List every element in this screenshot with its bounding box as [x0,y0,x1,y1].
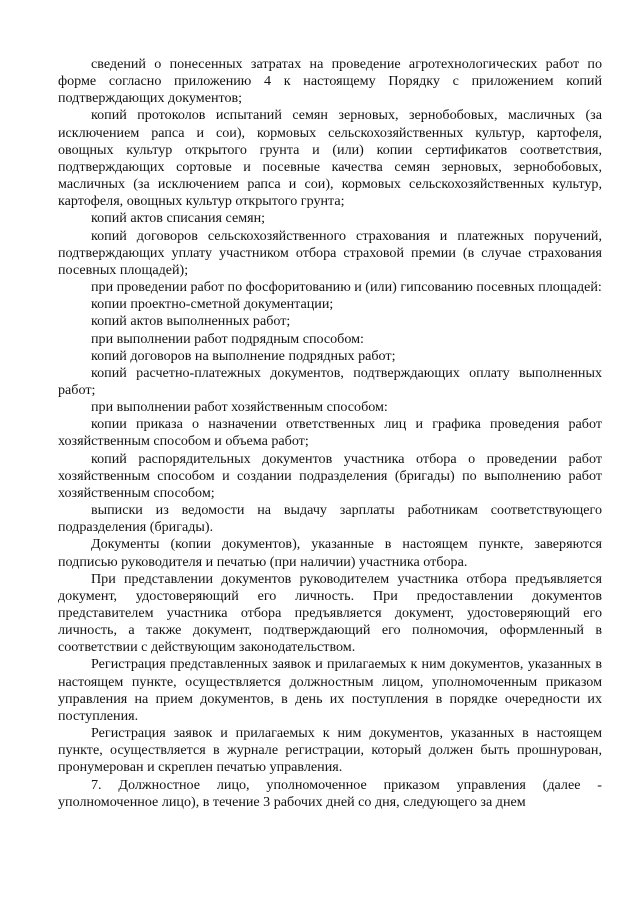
paragraph-phosphoriting: при проведении работ по фосфоритованию и (или) гипсованию посевных площадей: [91,279,602,296]
paragraph-administrative-docs: копий распорядительных документов участника отбора о проведении работ хозяйственным способом и создании подразделения (бригады) по выполнению работ хозяйственным способом; [58,450,602,501]
paragraph-registration: Регистрация представленных заявок и прилагаемых к ним документов, указанных в настоящем пункте, осуществляется должностным лицом, уполномоченным приказом управления на прием документов, в день их поступления в порядке очередности их поступления. [58,656,602,724]
paragraph-identity: При представлении документов руководителем участника отбора предъявляется документ, удостоверяющий его личность. При предоставлении документов представителем участника отбора предъявляется документ, удостоверяющий его личность, а также документ, подтверждающий его полномочия, оформленный в соответствии с действующим законодательством. [58,570,602,656]
paragraph-work-acts: копий актов выполненных работ; [91,313,291,330]
paragraph-payment-docs: копий расчетно-платежных документов, подтверждающих оплату выполненных работ; [58,364,602,398]
paragraph-section-7: 7. Должностное лицо, уполномоченное приказом управления (далее - уполномоченное лицо), в течение 3 рабочих дней со дня, следующего за днем [58,776,602,810]
document-page [58,56,602,811]
paragraph-economic-method: при выполнении работ хозяйственным способом: [91,399,388,416]
paragraph-contracts: копий договоров на выполнение подрядных работ; [91,347,396,364]
paragraph-journal: Регистрация заявок и прилагаемых к ним документов, указанных в настоящем пункте, осуществляется в журнале регистрации, который должен быть прошнурован, пронумерован и скреплен печатью управления. [58,725,602,776]
paragraph-insurance: копий договоров сельскохозяйственного страхования и платежных поручений, подтверждающих уплату участником отбора страховой премии (в случае страхования посевных площадей); [58,227,602,278]
paragraph-expense-info: сведений о понесенных затратах на проведение агротехнологических работ по форме согласно приложению 4 к настоящему Порядку с приложением копий подтверждающих документов; [58,56,602,107]
paragraph-project-docs: копии проектно-сметной документации; [91,296,334,313]
paragraph-order-copy: копии приказа о назначении ответственных лиц и графика проведения работ хозяйственным способом и объема работ; [58,416,602,450]
paragraph-seed-writeoff: копий актов списания семян; [91,210,266,227]
paragraph-seed-protocols: копий протоколов испытаний семян зерновых, зернобобовых, масличных (за исключением рапса и сои), кормовых сельскохозяйственных культур, картофеля, овощных культур открытого грунта и (или) копии сертификатов соответствия, подтверждающих сортовые и посевные качества семян зерновых, зернобобовых, масличных (за исключением рапса и сои), кормовых сельскохозяйственных культур, картофеля, овощных культур открытого грунта; [58,107,602,210]
paragraph-contract-method: при выполнении работ подрядным способом: [91,330,364,347]
paragraph-payroll: выписки из ведомости на выдачу зарплаты работникам соответствующего подразделения (бригады). [58,502,602,536]
paragraph-certification: Документы (копии документов), указанные в настоящем пункте, заверяются подписью руководителя и печатью (при наличии) участника отбора. [58,536,602,570]
